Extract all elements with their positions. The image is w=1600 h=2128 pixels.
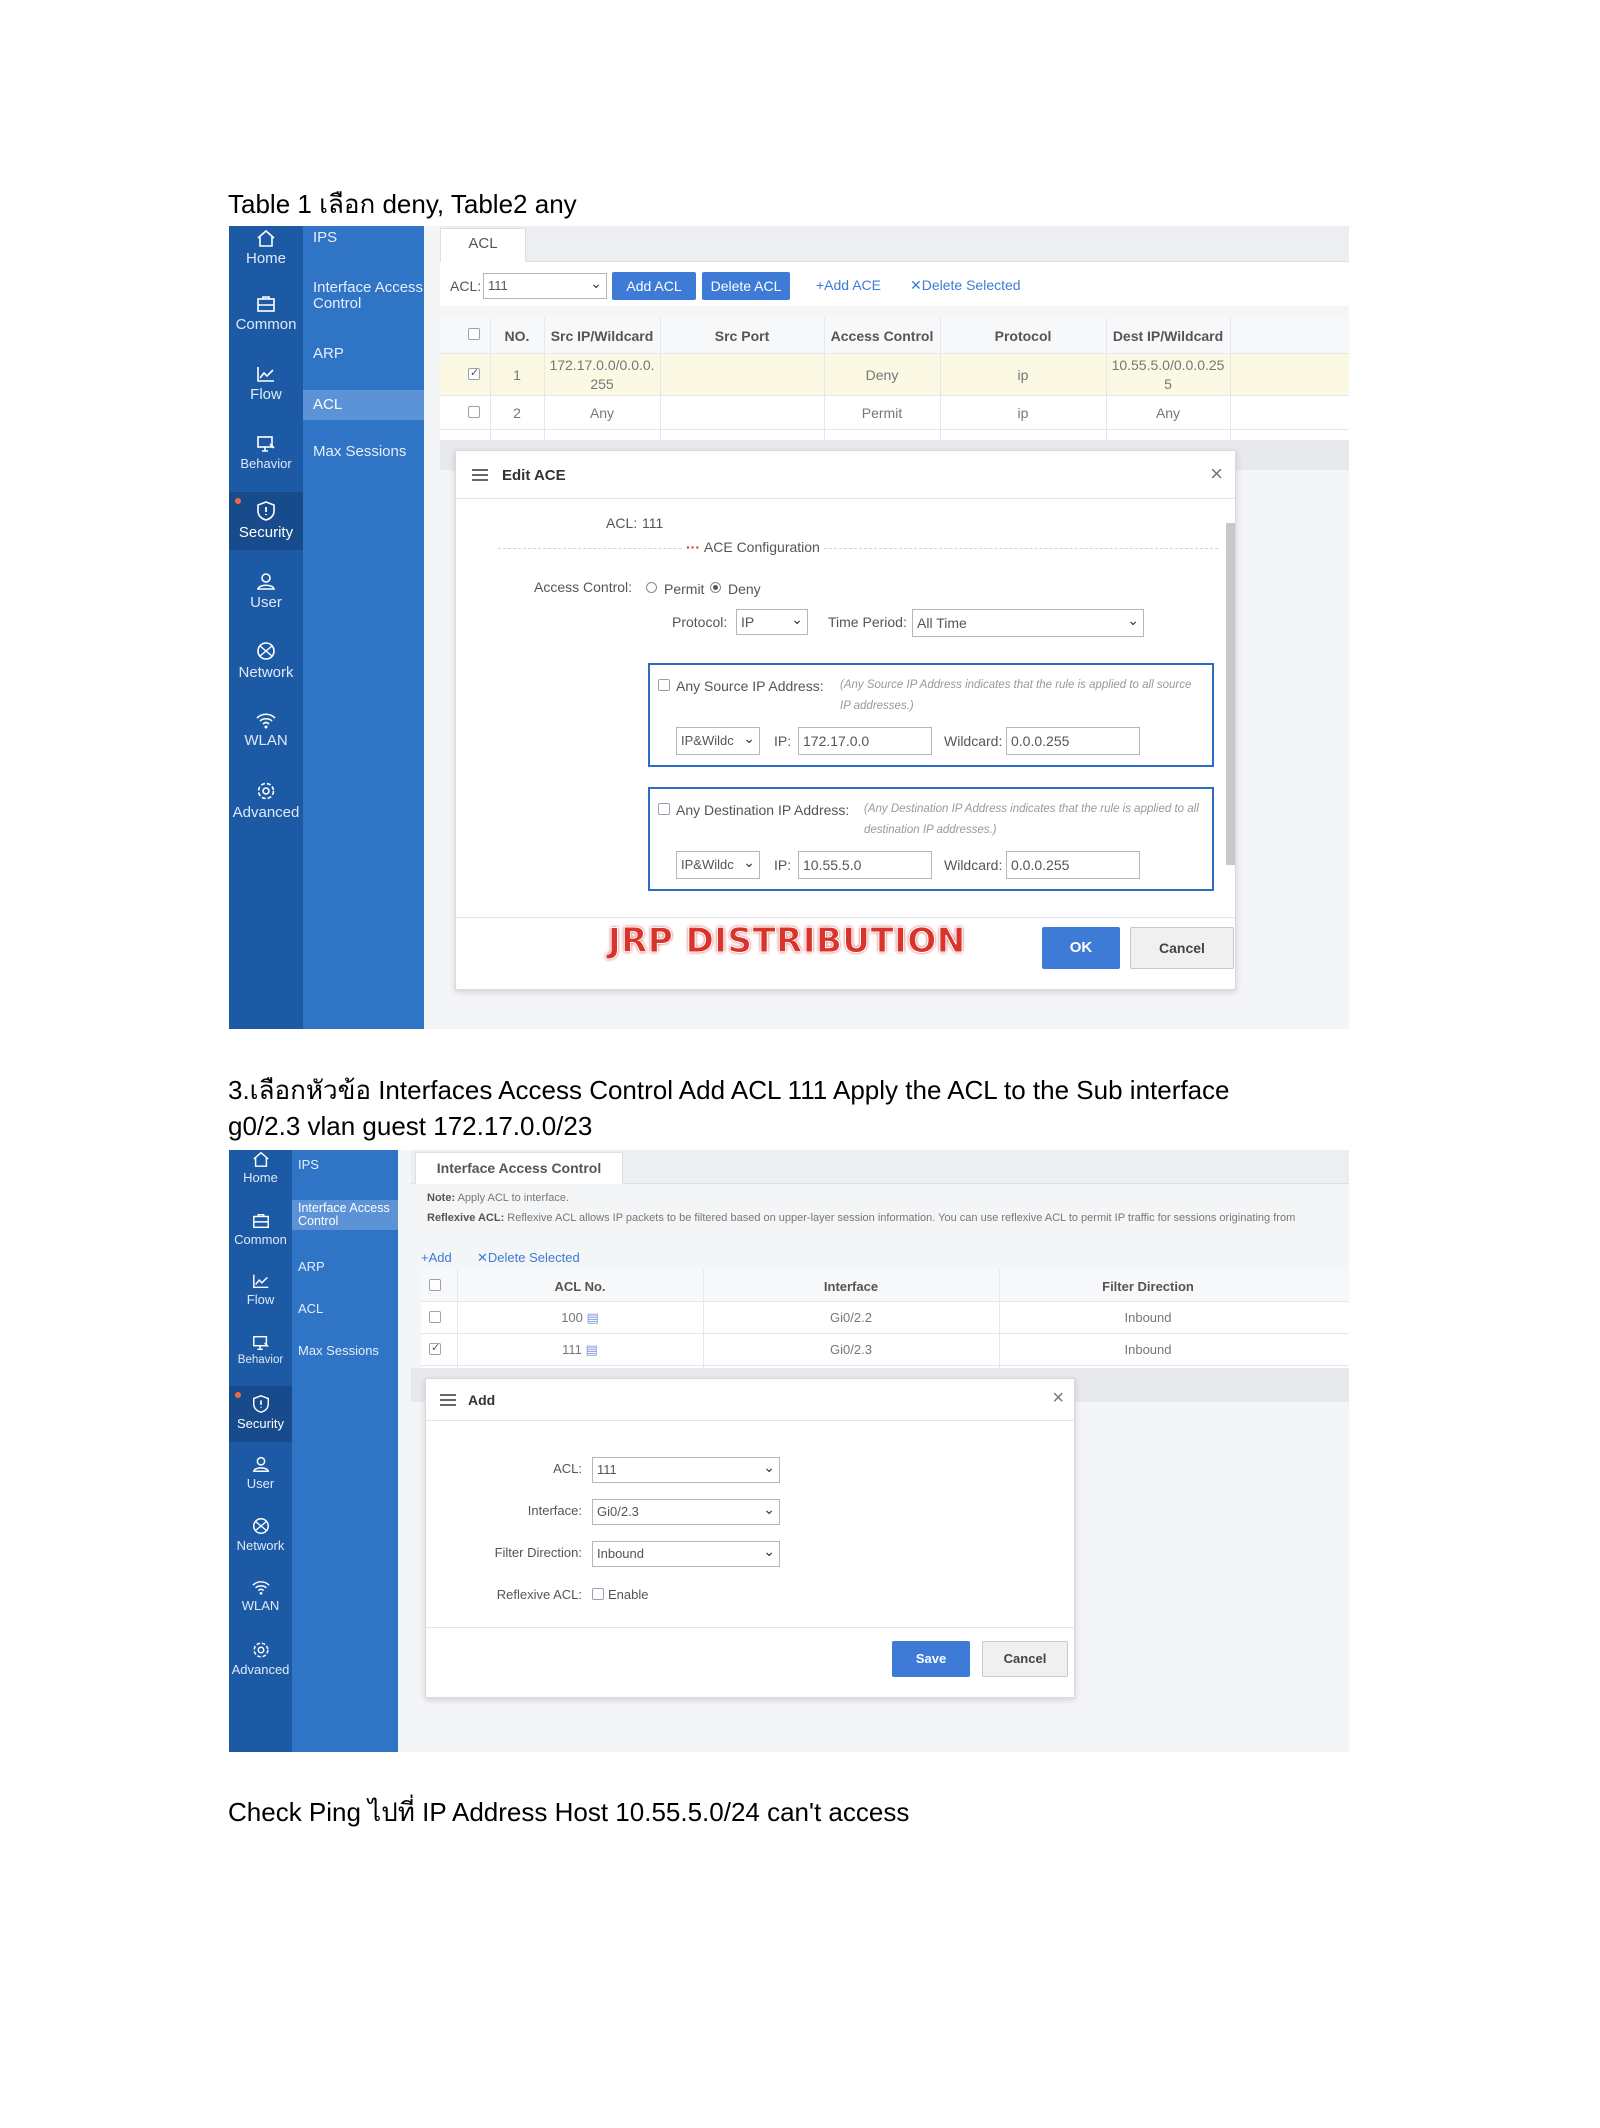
modal-footer-divider: [456, 917, 1235, 918]
rail-label: Common: [234, 1232, 287, 1247]
submenu-item-interface-access-control[interactable]: Interface Access Control: [313, 279, 424, 312]
row-access-control: Permit: [861, 405, 903, 421]
add-acl-button[interactable]: Add ACL: [612, 272, 696, 300]
any-source-hint: (Any Source IP Address indicates that the rule is applied to all source IP addresses.): [840, 679, 1192, 712]
reflexive-acl-label: Reflexive ACL:: [496, 1587, 582, 1602]
select-all-checkbox[interactable]: [468, 328, 480, 340]
submenu-item-ips[interactable]: IPS: [313, 229, 338, 246]
rail-item-network[interactable]: [229, 1512, 292, 1568]
rail-label: Advanced: [231, 1662, 290, 1677]
submenu-item-arp[interactable]: ARP: [298, 1259, 325, 1274]
rail-label: Security: [238, 524, 294, 541]
acl-number: 111: [562, 1342, 582, 1357]
acl-select[interactable]: 111 ⌄: [592, 1457, 780, 1483]
home-icon: [251, 1150, 271, 1168]
modal-header: [456, 451, 1235, 499]
row-checkbox[interactable]: [468, 406, 480, 418]
rail-item-security[interactable]: [229, 1386, 292, 1442]
rail-item-common[interactable]: [229, 1206, 292, 1262]
globe-icon: [255, 640, 277, 662]
row-acl-no: [457, 1310, 703, 1326]
row-interface: Gi0/2.2: [830, 1310, 872, 1325]
row-checkbox[interactable]: [429, 1311, 441, 1323]
home-icon: [255, 228, 277, 248]
rail-label: Home: [245, 250, 286, 267]
rail-label: Advanced: [232, 804, 300, 821]
row-no: 1: [513, 367, 521, 383]
security-submenu: [303, 226, 424, 1029]
wifi-icon: [250, 1578, 272, 1596]
acl-select-label: ACL:: [450, 278, 482, 294]
reflexive-note-label: Reflexive ACL:: [427, 1212, 505, 1224]
security-submenu: [292, 1150, 398, 1752]
acl-value: 111: [642, 515, 664, 531]
column-header-protocol: Protocol: [994, 328, 1052, 344]
rail-label: Security: [237, 1416, 284, 1431]
source-wildcard-input[interactable]: 0.0.0.255: [1006, 727, 1140, 755]
acl-label: ACL:: [606, 515, 638, 531]
column-divider: [940, 318, 941, 448]
deny-label: Deny: [728, 581, 761, 597]
check-ping-heading: Check Ping ไปที่ IP Address Host 10.55.5.0/24 can't access: [228, 1797, 910, 1827]
select-all-checkbox[interactable]: [429, 1279, 441, 1291]
source-ip-label: IP:: [774, 733, 792, 749]
row-dest-ip: [1106, 356, 1230, 394]
jrp-watermark: JRP DISTRIBUTION: [608, 921, 966, 961]
menu-icon: [440, 1394, 456, 1406]
destination-wildcard-label: Wildcard:: [944, 857, 1003, 873]
rail-label: User: [250, 594, 282, 611]
column-divider: [660, 318, 661, 448]
reflexive-enable-label: Enable: [608, 1587, 649, 1602]
submenu-item-arp[interactable]: ARP: [313, 345, 344, 362]
modal-header: [426, 1379, 1074, 1421]
rail-label: Home: [243, 1170, 278, 1185]
alert-dot: [235, 1392, 241, 1398]
wifi-icon: [254, 710, 278, 730]
filter-direction-label: Filter Direction:: [494, 1545, 582, 1560]
column-divider: [1230, 318, 1231, 448]
toolbox-icon: [255, 294, 277, 314]
rail-label: Common: [235, 316, 297, 333]
source-ip-box: [648, 663, 1214, 767]
destination-ip-input[interactable]: 10.55.5.0: [798, 851, 932, 879]
row-access-control: Deny: [865, 367, 899, 383]
column-header-filter-direction: Filter Direction: [1102, 1279, 1194, 1294]
add-ace-link[interactable]: +Add ACE: [816, 277, 881, 293]
acl-select[interactable]: 111 ⌄: [483, 273, 607, 299]
main-nav-rail: [229, 226, 303, 1029]
table-row[interactable]: [421, 1302, 1349, 1334]
destination-ip-label: IP:: [774, 857, 792, 873]
source-type-select[interactable]: IP&Wildc ⌄: [676, 727, 760, 755]
shield-icon: [251, 1394, 271, 1414]
reflexive-enable-checkbox[interactable]: [592, 1588, 604, 1600]
rail-label: Behavior: [240, 456, 292, 471]
rail-item-home[interactable]: [229, 1150, 292, 1206]
submenu-item-interface-access-control[interactable]: Interface Access Control: [292, 1200, 398, 1230]
column-header-interface: Interface: [823, 1279, 879, 1294]
interface-access-control-screenshot: [229, 1150, 1349, 1752]
section-divider: [498, 548, 1218, 549]
cancel-button[interactable]: Cancel: [982, 1641, 1068, 1677]
acl-screenshot: [229, 226, 1349, 1029]
globe-icon: [251, 1516, 271, 1536]
row-dest-ip-line2: 5: [1164, 376, 1172, 392]
row-filter-direction: Inbound: [1124, 1310, 1172, 1325]
rail-label: Flow: [246, 1292, 275, 1307]
rail-item-flow[interactable]: [229, 356, 303, 412]
list-detail-icon[interactable]: ▤: [585, 1342, 598, 1357]
row-src-ip: Any: [589, 405, 615, 421]
submenu-item-max-sessions[interactable]: Max Sessions: [313, 443, 407, 460]
acl-label: ACL:: [553, 1461, 582, 1476]
row-src-ip-line2: 255: [590, 376, 614, 392]
note-label: Note:: [427, 1192, 456, 1204]
delete-selected-link[interactable]: ✕Delete Selected: [477, 1250, 580, 1265]
submenu-item-ips[interactable]: IPS: [298, 1157, 319, 1172]
any-destination-label: Any Destination IP Address:: [676, 802, 850, 818]
rail-item-behavior[interactable]: [229, 1328, 292, 1384]
note-line: [427, 1192, 569, 1204]
rail-item-wlan[interactable]: [229, 706, 303, 762]
any-destination-hint: (Any Destination IP Address indicates that the rule is applied to all destination IP addresses.): [864, 803, 1199, 836]
modal-title: Add: [468, 1392, 496, 1408]
filter-direction-select[interactable]: Inbound ⌄: [592, 1541, 780, 1567]
save-button[interactable]: Save: [892, 1641, 970, 1677]
acl-number: 100: [561, 1310, 583, 1325]
table-row[interactable]: [440, 354, 1349, 396]
note-text: Apply ACL to interface.: [457, 1192, 570, 1204]
any-source-label: Any Source IP Address:: [676, 678, 824, 694]
section-dots: ···: [686, 539, 704, 555]
protocol-label: Protocol:: [672, 614, 728, 630]
modal-scrollbar[interactable]: [1226, 523, 1235, 865]
rail-item-user[interactable]: [229, 566, 303, 622]
rail-item-advanced[interactable]: [229, 1636, 292, 1692]
line-chart-icon: [251, 1272, 271, 1290]
monitor-icon: [255, 434, 277, 454]
shield-icon: [255, 500, 277, 522]
destination-wildcard-input[interactable]: 0.0.0.255: [1006, 851, 1140, 879]
toolbox-icon: [251, 1212, 271, 1230]
line-chart-icon: [255, 364, 277, 384]
rail-item-behavior[interactable]: [229, 426, 303, 482]
permit-label: Permit: [664, 581, 705, 597]
row-src-ip: [544, 356, 660, 394]
reflexive-note-line: [427, 1212, 1349, 1224]
step-3-heading-line-1: 3.เลือกหัวข้อ Interfaces Access Control Add ACL 111 Apply the ACL to the Sub interface: [228, 1075, 1230, 1105]
tab-interface-access-control[interactable]: Interface Access Control: [415, 1152, 623, 1184]
rail-item-network[interactable]: [229, 636, 303, 692]
interface-acl-table-header: [421, 1270, 1349, 1302]
rail-item-advanced[interactable]: [229, 776, 303, 832]
submenu-item-max-sessions[interactable]: Max Sessions: [298, 1343, 379, 1358]
modal-title: Edit ACE: [502, 467, 566, 484]
row-protocol: ip: [1017, 367, 1029, 383]
row-interface: Gi0/2.3: [830, 1342, 872, 1357]
user-icon: [251, 1454, 271, 1474]
modal-footer-divider: [426, 1627, 1074, 1628]
table-row[interactable]: [440, 396, 1349, 430]
rail-label: Behavior: [237, 1354, 284, 1366]
column-header-src-port: Src Port: [714, 328, 770, 344]
row-protocol: ip: [1017, 405, 1029, 421]
column-header-access-control: Access Control: [830, 328, 934, 344]
rail-item-common[interactable]: [229, 286, 303, 342]
destination-ip-box: [648, 787, 1214, 891]
column-header-acl-no: ACL No.: [554, 1279, 606, 1294]
acl-toolbar: [440, 262, 1349, 306]
column-divider: [544, 318, 545, 448]
rail-label: Flow: [250, 386, 282, 403]
row-dest-ip: Any: [1155, 405, 1181, 421]
submenu-item-acl[interactable]: ACL: [303, 390, 424, 420]
submenu-item-acl[interactable]: ACL: [298, 1301, 324, 1316]
interface-acl-table: [421, 1270, 1349, 1370]
edit-ace-modal: [455, 450, 1236, 990]
row-checkbox[interactable]: [429, 1343, 441, 1355]
user-icon: [255, 570, 277, 592]
row-dest-ip-line1: 10.55.5.0/0.0.0.25: [1111, 357, 1225, 373]
rail-label: Network: [238, 664, 294, 681]
rail-label: User: [246, 1476, 275, 1491]
tab-bar: [411, 1150, 1349, 1184]
column-divider: [824, 318, 825, 448]
tab-bar: [440, 226, 1349, 262]
column-header-no: NO.: [504, 328, 530, 344]
add-link[interactable]: +Add: [421, 1250, 452, 1265]
permit-radio[interactable]: [646, 582, 657, 593]
gear-icon: [255, 780, 277, 802]
rail-label: Network: [236, 1538, 285, 1553]
add-modal: [425, 1378, 1075, 1698]
rail-item-flow[interactable]: [229, 1266, 292, 1322]
section-title-text: ACE Configuration: [703, 539, 820, 555]
rail-item-security[interactable]: [229, 492, 303, 550]
rail-label: WLAN: [241, 1598, 280, 1613]
column-divider: [457, 1270, 458, 1370]
menu-icon: [472, 469, 488, 481]
row-no: 2: [513, 405, 521, 421]
ok-button[interactable]: OK: [1042, 927, 1120, 969]
column-divider: [999, 1270, 1000, 1370]
step-3-heading-line-2: g0/2.3 vlan guest 172.17.0.0/23: [228, 1111, 593, 1141]
rail-item-wlan[interactable]: [229, 1574, 292, 1630]
close-icon[interactable]: ×: [1210, 461, 1223, 486]
rail-label: WLAN: [244, 732, 288, 749]
column-divider: [490, 318, 491, 448]
row-filter-direction: Inbound: [1124, 1342, 1172, 1357]
time-period-label: Time Period:: [828, 614, 907, 630]
interface-label: Interface:: [527, 1503, 582, 1518]
section-title: [682, 539, 824, 555]
column-divider: [1106, 318, 1107, 448]
row-src-ip-line1: 172.17.0.0/0.0.0.: [549, 357, 655, 373]
interface-select[interactable]: Gi0/2.3 ⌄: [592, 1499, 780, 1525]
any-destination-checkbox[interactable]: [658, 803, 670, 815]
reflexive-note-text: Reflexive ACL allows IP packets to be filtered based on upper-layer session information. You can use reflexive ACL to permit IP traffic for sessions originating from: [507, 1212, 1296, 1224]
list-detail-icon[interactable]: ▤: [586, 1310, 599, 1325]
close-icon[interactable]: ×: [1052, 1387, 1064, 1409]
delete-acl-button[interactable]: Delete ACL: [702, 272, 790, 300]
column-header-src-ip: Src IP/Wildcard: [550, 328, 654, 344]
time-period-select[interactable]: All Time ⌄: [912, 609, 1144, 637]
column-divider: [703, 1270, 704, 1370]
protocol-select[interactable]: IP ⌄: [736, 609, 808, 635]
table-row[interactable]: [421, 1334, 1349, 1366]
monitor-icon: [251, 1334, 271, 1352]
row-checkbox[interactable]: [468, 368, 480, 380]
deny-radio[interactable]: [710, 582, 721, 593]
ace-table: [440, 318, 1349, 448]
step-2-heading: Table 1 เลือก deny, Table2 any: [228, 189, 577, 219]
gear-icon: [251, 1640, 271, 1660]
source-wildcard-label: Wildcard:: [944, 733, 1003, 749]
ace-table-header: [440, 318, 1349, 354]
rail-item-user[interactable]: [229, 1450, 292, 1506]
any-source-checkbox[interactable]: [658, 679, 670, 691]
access-control-label: Access Control:: [534, 579, 633, 595]
tab-acl[interactable]: ACL: [440, 228, 526, 262]
row-acl-no: [457, 1342, 703, 1358]
destination-type-select[interactable]: IP&Wildc ⌄: [676, 851, 760, 879]
alert-dot: [235, 498, 241, 504]
delete-selected-link[interactable]: ✕Delete Selected: [910, 277, 1021, 293]
column-header-dest-ip: Dest IP/Wildcard: [1112, 328, 1224, 344]
rail-item-home[interactable]: [229, 228, 303, 284]
main-nav-rail: [229, 1150, 292, 1752]
source-ip-input[interactable]: 172.17.0.0: [798, 727, 932, 755]
cancel-button[interactable]: Cancel: [1130, 927, 1234, 969]
